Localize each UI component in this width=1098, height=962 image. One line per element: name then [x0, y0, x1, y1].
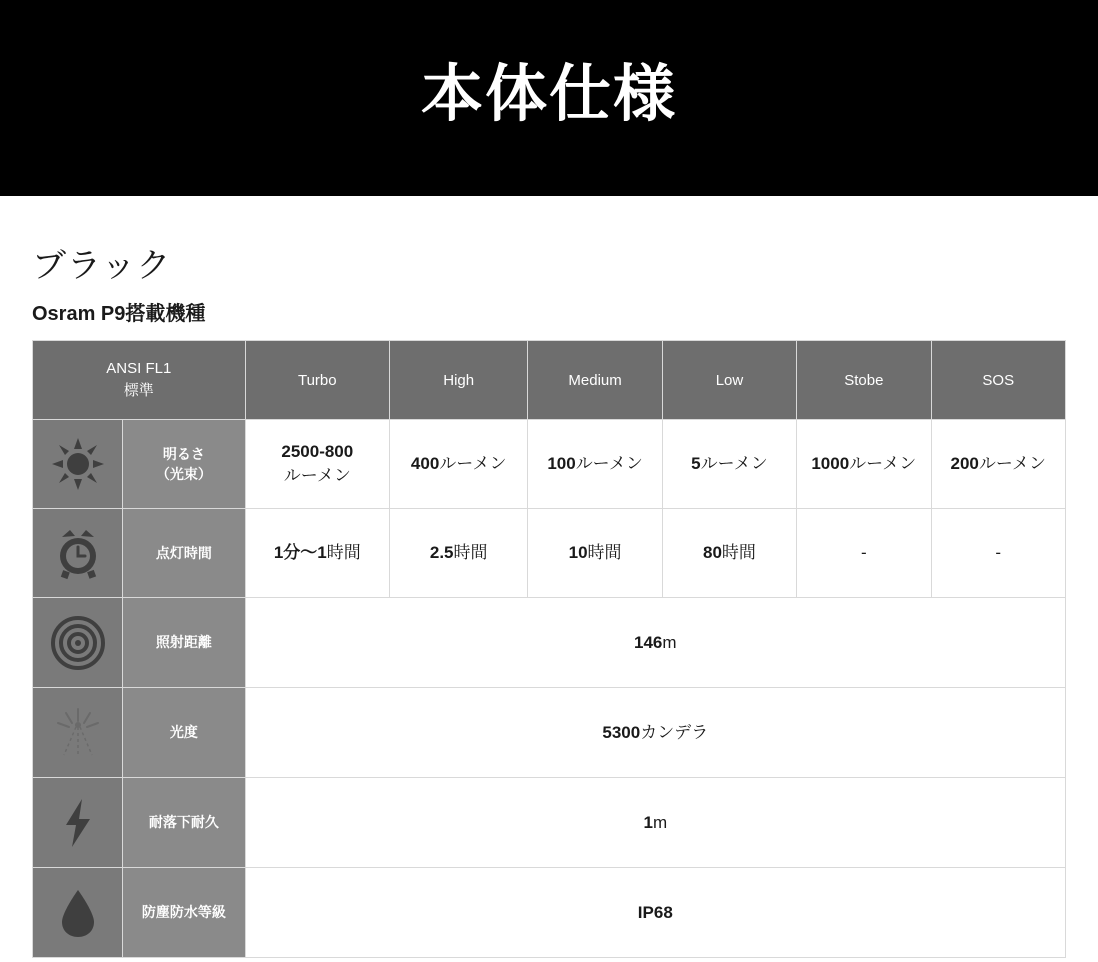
table-row	[33, 868, 1066, 958]
cell-unit: ルーメン	[575, 454, 643, 474]
cell-value: 2500-800	[281, 442, 354, 462]
cell-unit: ルーメン	[978, 454, 1047, 474]
sun-icon	[33, 420, 123, 509]
header-mode-turbo: Turbo	[245, 341, 389, 420]
cell-unit: m	[652, 812, 668, 832]
cell-brightness-stobe	[797, 420, 931, 509]
table-row	[33, 598, 1066, 688]
table-row	[33, 509, 1066, 598]
cell-brightness-sos	[931, 420, 1065, 509]
cell-unit: ルーメン	[283, 466, 351, 485]
row-label-runtime-line1: 点灯時間	[155, 544, 212, 561]
cell-value: 1分〜1	[273, 543, 327, 563]
cell-unit: 時間	[453, 543, 488, 563]
cell-ingress-protection-value	[245, 868, 1065, 958]
color-variant-heading: ブラック	[32, 247, 172, 285]
cell-unit: 時間	[721, 543, 756, 563]
cell-value: 5300	[602, 722, 641, 742]
cell-value: 80	[702, 543, 722, 563]
header-mode-medium: Medium	[528, 341, 662, 420]
cell-unit: カンデラ	[640, 722, 709, 742]
row-label-impact-resistance	[123, 778, 245, 868]
cell-unit: 時間	[587, 543, 622, 563]
header-standard-line2: 標準	[123, 382, 154, 399]
cell-brightness-medium	[528, 420, 662, 509]
cell-value: 10	[568, 543, 588, 563]
cell-brightness-turbo	[245, 420, 389, 509]
row-label-runtime	[123, 509, 245, 598]
lightning-bolt-icon	[33, 778, 123, 868]
row-label-intensity	[123, 688, 245, 778]
cell-value: 100	[547, 454, 576, 474]
header-mode-high: High	[390, 341, 528, 420]
cell-beam-distance-value	[245, 598, 1065, 688]
row-label-impact-resistance-line1: 耐落下耐久	[148, 814, 219, 831]
cell-runtime-high	[390, 509, 528, 598]
row-label-beam-distance	[123, 598, 245, 688]
cell-brightness-high	[390, 420, 528, 509]
cell-unit: 時間	[326, 543, 361, 563]
model-subheading: Osram P9搭載機種	[32, 303, 206, 325]
table-row	[33, 778, 1066, 868]
table-row	[33, 420, 1066, 509]
cell-value: 1	[643, 812, 653, 832]
cell-runtime-sos: -	[931, 509, 1065, 598]
cell-impact-resistance-value	[245, 778, 1065, 868]
cell-runtime-medium	[528, 509, 662, 598]
row-label-beam-distance-line1: 照射距離	[155, 634, 212, 651]
cell-runtime-turbo	[245, 509, 389, 598]
cell-intensity-value	[245, 688, 1065, 778]
row-label-brightness-line1: 明るさ	[162, 445, 205, 462]
row-label-brightness-line2: （光束）	[155, 466, 212, 482]
header-standard-line1: ANSI FL1	[106, 360, 172, 378]
cell-value: 5	[691, 454, 701, 474]
row-label-ingress-protection	[123, 868, 245, 958]
row-label-brightness	[123, 420, 245, 509]
table-row	[33, 688, 1066, 778]
header-mode-low: Low	[662, 341, 796, 420]
cell-unit: ルーメン	[700, 454, 768, 474]
page-title: 本体仕様	[420, 60, 677, 129]
alarm-clock-icon	[33, 509, 123, 598]
cell-unit: ルーメン	[439, 454, 507, 474]
header-mode-stobe: Stobe	[797, 341, 931, 420]
cell-brightness-low	[662, 420, 796, 509]
target-icon	[33, 598, 123, 688]
cell-runtime-low	[662, 509, 796, 598]
cell-unit: ルーメン	[849, 454, 917, 474]
row-label-intensity-line1: 光度	[169, 724, 198, 741]
cell-runtime-stobe: -	[797, 509, 931, 598]
row-label-ingress-protection-line1: 防塵防水等級	[141, 904, 226, 921]
sparkle-beam-icon	[33, 688, 123, 778]
header-standard	[33, 341, 246, 420]
cell-value: 1000	[811, 454, 850, 474]
cell-value: 200	[950, 454, 979, 474]
header-mode-sos: SOS	[931, 341, 1065, 420]
table-header-row	[33, 341, 1066, 420]
water-drop-icon	[33, 868, 123, 958]
cell-value: 400	[410, 454, 440, 474]
cell-unit: m	[662, 632, 677, 652]
cell-value: 2.5	[429, 543, 454, 563]
cell-value: 146	[634, 632, 663, 652]
content-area	[0, 238, 1098, 958]
page-banner	[0, 0, 1098, 196]
cell-value: IP68	[637, 902, 673, 922]
specification-table	[32, 340, 1066, 958]
